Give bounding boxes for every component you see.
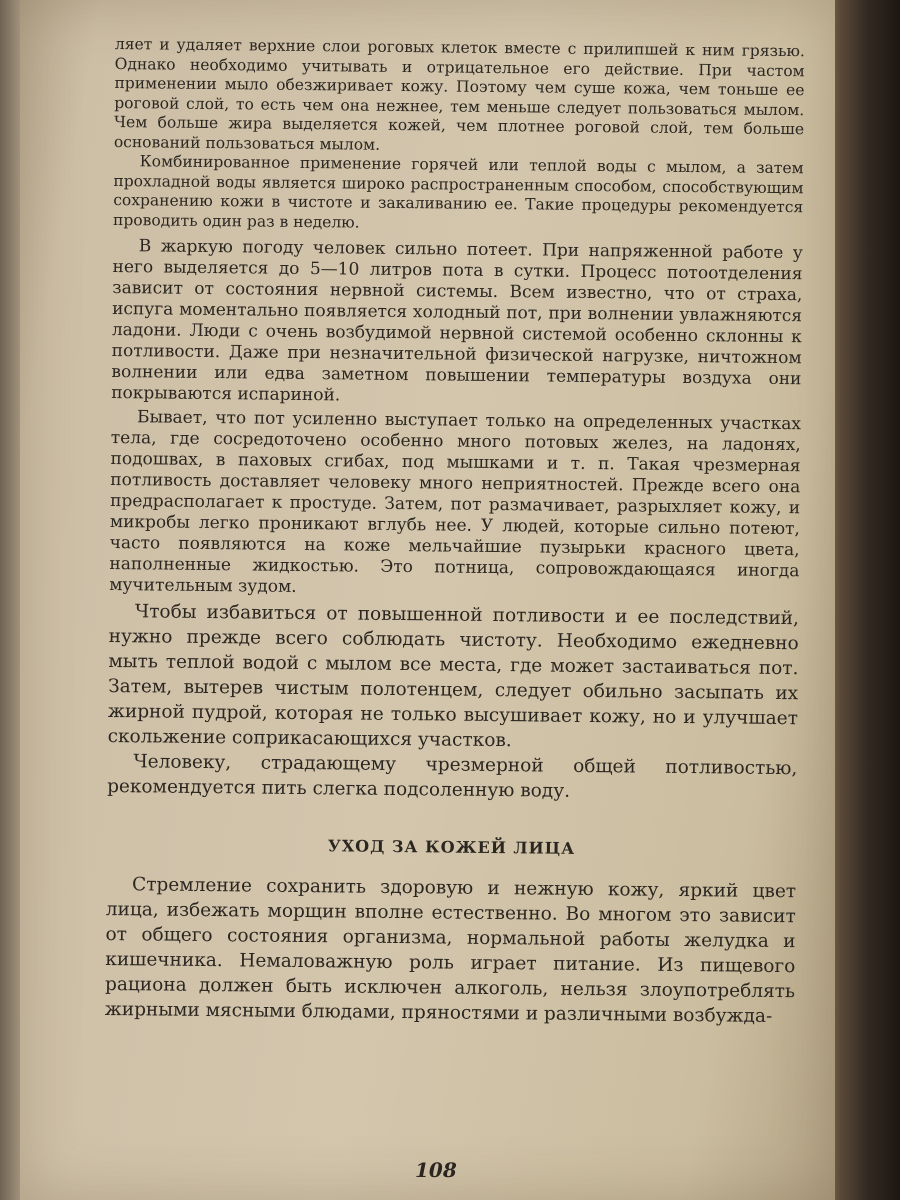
paragraph-combined-water: Комбинированное применение горячей или теплой воды с мылом, а затем прохладной воды является широко распространенным способом, способствующим сохранению кожи в чистоте и закаливанию ее. Такие процедуры рекомендуется проводить один раз в неделю. — [112, 152, 804, 232]
paragraph-local-sweating: Бывает, что пот усиленно выступает только на определенных участках тела, где сосредоточено особенно много потовых желез, на ладонях, подошвах, в паховых сгибах, под мышками и т. п. Такая чрезмерная потливость доставляет человеку много неприятностей. Прежде всего она предрасполагает к простуде. Затем, пот размачивает, разрыхляет кожу, и микробы легко проникают вглубь нее. У людей, которые сильно потеют, часто появляются на коже мельчайшие пузырьки красного цвета, наполненные жидкостью. Это потница, сопровождающаяся иногда мучительным зудом. — [109, 407, 802, 597]
page-text-block — [105, 35, 805, 1029]
paragraph-soap-action: ляет и удаляет верхние слои роговых клеток вместе с прилипшей к ним грязью. Однако необходимо учитывать и отрицательное его действие. При частом применении мыло обезжиривает кожу. Поэтому чем суше кожа, чем тоньше ее роговой слой, то есть чем она нежнее, тем меньше следует пользоваться мылом. Чем больше жира выделяется кожей, чем плотнее роговой слой, тем больше оснований пользоваться мылом. — [113, 35, 805, 154]
section-heading: УХОД ЗА КОЖЕЙ ЛИЦА — [327, 836, 576, 858]
paragraph-salted-water: Человеку, страдающему чрезмерной общей потливостью, рекомендуется пить слегка подсоленную воду. — [107, 751, 798, 802]
paragraph-hot-weather-sweat: В жаркую погоду человек сильно потеет. При напряженной работе у него выделяется до 5—10 литров пота в сутки. Процесс потоотделения зависит от состояния нервной системы. Всем известно, что от страха, испуга моментально появляется холодный пот, при волнении увлажняются ладони. Люди с очень возбудимой нервной системой особенно склонны к потливости. Даже при незначительной физической нагрузке, ничтожном волнении или едва заметном повышении температуры воздуха они покрываются испариной. — [111, 236, 803, 406]
paragraph-face-skin-care: Стремление сохранить здоровую и нежную кожу, яркий цвет лица, избежать морщин вполне естественно. Во многом это зависит от общего состояния организма, нормальной работы желудка и кишечника. Немаловажную роль играет питание. Из пищевого рациона должен быть исключен алкоголь, нельзя злоупотреблять жирными мясными блюдами, пряностями и различными возбужда- — [104, 874, 797, 1027]
book-page — [20, 0, 835, 1200]
paragraph-hygiene-advice: Чтобы избавиться от повышенной потливости и ее последствий, нужно прежде всего соблюдать чистоту. Необходимо ежедневно мыть теплой водой с мылом все места, где может застаиваться пот. Затем, вытерев чистым полотенцем, следует обильно засыпать их жирной пудрой, которая не только высушивает кожу, но и улучшает скольжение соприкасающихся участков. — [107, 601, 800, 752]
page-number: 108 — [415, 1158, 457, 1182]
